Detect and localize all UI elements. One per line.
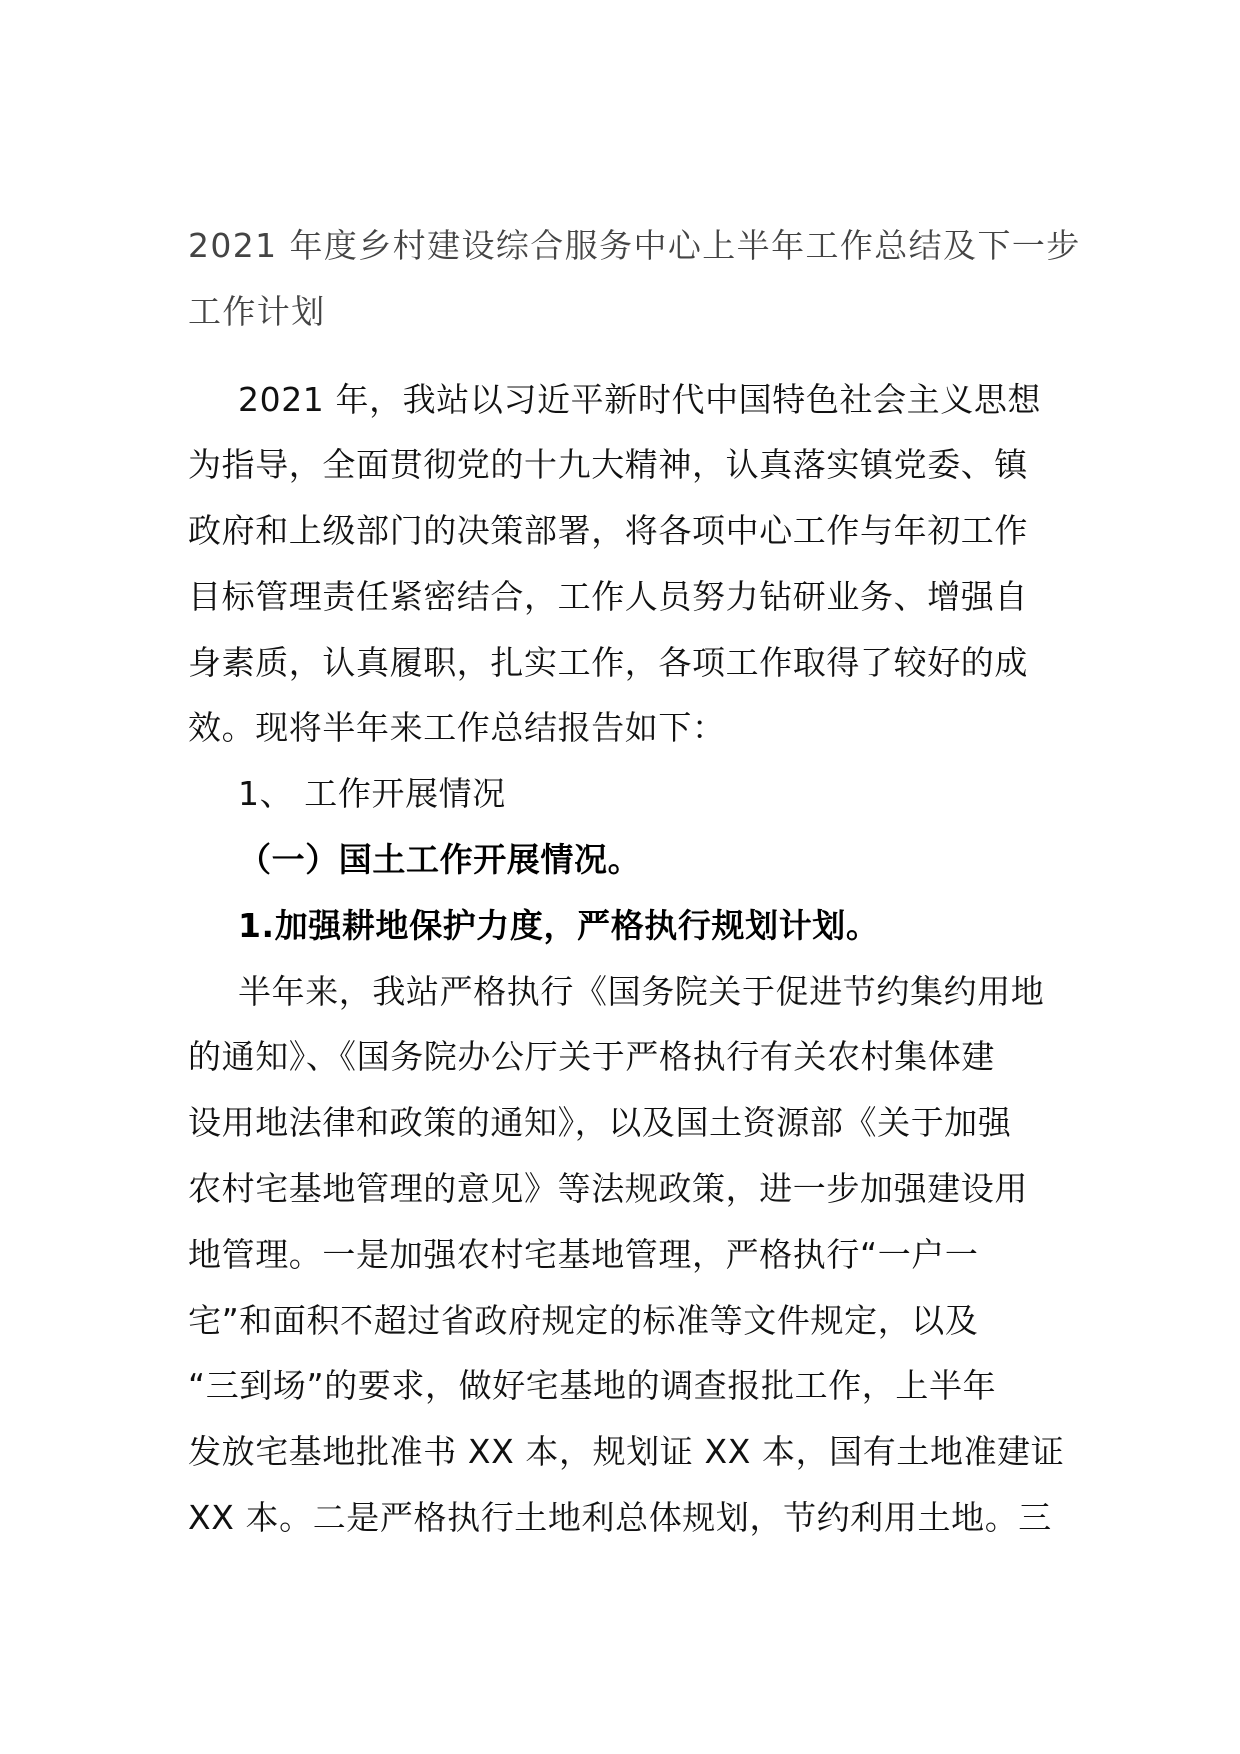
body-paragraph-line-9: XX 本。二是严格执行土地利总体规划，节约利用土地。三 (188, 1498, 1052, 1537)
intro-paragraph-line-3: 政府和上级部门的决策部署，将各项中心工作与年初工作 (188, 511, 1028, 550)
intro-paragraph-line-1: 2021 年，我站以习近平新时代中国特色社会主义思想 (238, 380, 1042, 419)
document-title-line-2: 工作计划 (188, 292, 326, 331)
intro-paragraph-line-4: 目标管理责任紧密结合，工作人员努力钻研业务、增强自 (188, 577, 1028, 616)
document-title-line-1: 2021 年度乡村建设综合服务中心上半年工作总结及下一步 (188, 226, 1081, 265)
body-paragraph-line-7: “三到场”的要求，做好宅基地的调查报批工作，上半年 (188, 1366, 997, 1405)
body-paragraph-line-1: 半年来，我站严格执行《国务院关于促进节约集约用地 (238, 972, 1045, 1011)
body-paragraph-line-5: 地管理。一是加强农村宅基地管理，严格执行“一户一 (188, 1235, 979, 1274)
intro-paragraph-line-6: 效。现将半年来工作总结报告如下： (188, 708, 726, 747)
body-paragraph-line-6: 宅”和面积不超过省政府规定的标准等文件规定，以及 (188, 1301, 979, 1340)
intro-paragraph-line-2: 为指导，全面贯彻党的十九大精神，认真落实镇党委、镇 (188, 445, 1028, 484)
subsection-heading: （一）国土工作开展情况。 (238, 840, 642, 879)
body-paragraph-line-8: 发放宅基地批准书 XX 本，规划证 XX 本，国有土地准建证 (188, 1432, 1065, 1471)
body-paragraph-line-3: 设用地法律和政策的通知》，以及国土资源部《关于加强 (188, 1103, 1012, 1142)
body-paragraph-line-2: 的通知》、《国务院办公厅关于严格执行有关农村集体建 (188, 1037, 995, 1076)
section-heading: 1、 工作开展情况 (238, 774, 506, 813)
body-paragraph-line-4: 农村宅基地管理的意见》等法规政策，进一步加强建设用 (188, 1169, 1028, 1208)
item-heading: 1.加强耕地保护力度，严格执行规划计划。 (238, 906, 880, 945)
intro-paragraph-line-5: 身素质，认真履职，扎实工作，各项工作取得了较好的成 (188, 643, 1028, 682)
